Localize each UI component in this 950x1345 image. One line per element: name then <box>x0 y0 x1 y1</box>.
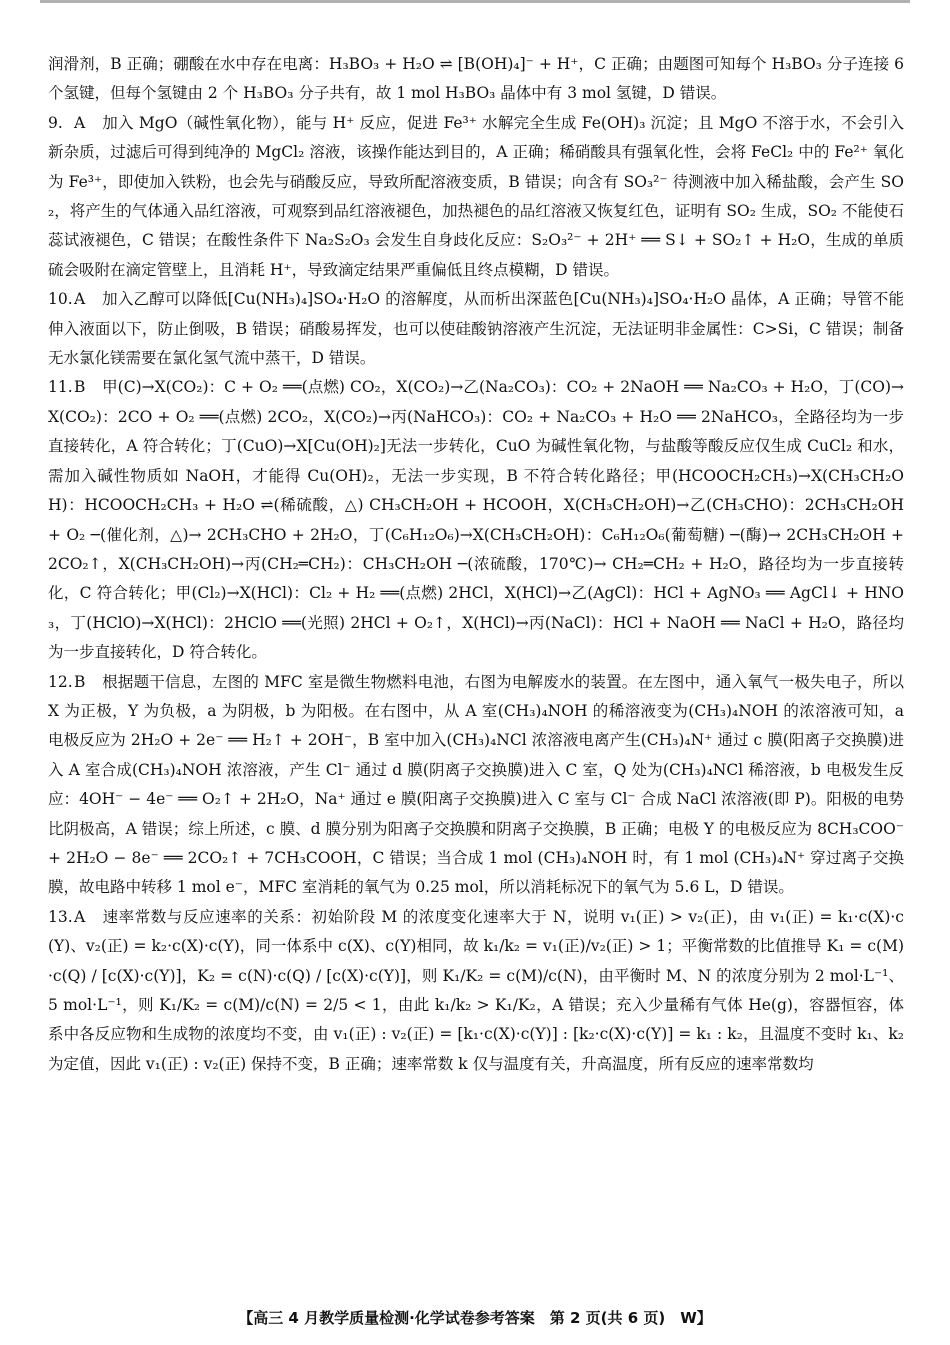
answer-item-9 <box>48 109 904 285</box>
item-answer: A <box>74 113 86 132</box>
page-footer: 【高三 4 月教学质量检测·化学试卷参考答案 第 2 页(共 6 页) W】 <box>238 1309 712 1327</box>
answer-item-11 <box>48 373 904 667</box>
answer-item-10 <box>48 285 904 373</box>
lead-paragraph: 润滑剂，B 正确；硼酸在水中存在电离：H₃BO₃ + H₂O ⇌ [B(OH)₄]⁻ + H⁺，C 正确；由题图可知每个 H₃BO₃ 分子连接 6 个氢键，但每个氢键由 2 个 H₃BO₃ 分子共有，故 1 mol H₃BO₃ 晶体中有 3 mol 氢键，D 错误。 <box>48 55 904 103</box>
answer-item-12 <box>48 668 904 903</box>
item-number: 10. <box>48 290 73 309</box>
item-answer: A <box>74 907 86 926</box>
item-explanation: 加入 MgO（碱性氧化物），能与 H⁺ 反应，促进 Fe³⁺ 水解完全生成 Fe(OH)₃ 沉淀；且 MgO 不溶于水，不会引入新杂质，过滤后可得到纯净的 MgCl₂ 溶液，该操作能达到目的，A 正确；稀硝酸具有强氧化性，会将 FeCl₂ 中的 Fe²⁺ 氧化为 Fe³⁺，即使加入铁粉，也会先与硝酸反应，导致所配溶液变质，B 错误；向含有 SO₃²⁻ 待测液中加入稀盐酸，会产生 SO₂，将产生的气体通入品红溶液，可观察到品红溶液褪色，加热褪色的品红溶液又恢复红色，证明有 SO₂ 生成，SO₂ 不能使石蕊试液褪色，C 错误；在酸性条件下 Na₂S₂O₃ 会发生自身歧化反应：S₂O₃²⁻ + 2H⁺ ══ S↓ + SO₂↑ + H₂O，生成的单质硫会吸附在滴定管壁上，且消耗 H⁺，导致滴定结果严重偏低且终点模糊，D 错误。 <box>48 113 904 279</box>
item-explanation: 根据题干信息，左图的 MFC 室是微生物燃料电池，右图为电解废水的装置。在左图中，通入氧气一极失电子，所以 X 为正极，Y 为负极，a 为阴极，b 为阳极。在右图中，从 A 室(CH₃)₄NOH 的稀溶液变为(CH₃)₄NOH 的浓溶液可知，a 电极反应为 2H₂O + 2e⁻ ══ H₂↑ + 2OH⁻，B 室中加入(CH₃)₄NCl 浓溶液电离产生(CH₃)₄N⁺ 通过 c 膜(阳离子交换膜)进入 A 室合成(CH₃)₄NOH 浓溶液，产生 Cl⁻ 通过 d 膜(阴离子交换膜)进入 C 室，Q 处为(CH₃)₄NCl 稀溶液，b 电极发生反应：4OH⁻ − 4e⁻ ══ O₂↑ + 2H₂O，Na⁺ 通过 e 膜(阳离子交换膜)进入 C 室与 Cl⁻ 合成 NaCl 浓溶液(即 P)。阳极的电势比阴极高，A 错误；综上所述，c 膜、d 膜分别为阳离子交换膜和阴离子交换膜，B 正确；电极 Y 的电极反应为 8CH₃COO⁻ + 2H₂O − 8e⁻ ══ 2CO₂↑ + 7CH₃COOH，C 错误；当合成 1 mol (CH₃)₄NOH 时，有 1 mol (CH₃)₄N⁺ 穿过离子交换膜，故电路中转移 1 mol e⁻，MFC 室消耗的氧气为 0.25 mol，所以消耗标况下的氧气为 5.6 L，D 错误。 <box>48 672 904 897</box>
item-explanation: 速率常数与反应速率的关系：初始阶段 M 的浓度变化速率大于 N，说明 v₁(正) > v₂(正)，由 v₁(正) = k₁·c(X)·c(Y)、v₂(正) = k₂·c(X)·c(Y)，同一体系中 c(X)、c(Y)相同，故 k₁/k₂ = v₁(正)/v₂(正) > 1；平衡常数的比值推导 K₁ = c(M)·c(Q) / [c(X)·c(Y)]，K₂ = c(N)·c(Q) / [c(X)·c(Y)]，则 K₁/K₂ = c(M)/c(N)，由平衡时 M、N 的浓度分别为 2 mol·L⁻¹、5 mol·L⁻¹，则 K₁/K₂ = c(M)/c(N) = 2/5 < 1，由此 k₁/k₂ > K₁/K₂，A 错误；充入少量稀有气体 He(g)，容器恒容，体系中各反应物和生成物的浓度均不变，由 v₁(正) : v₂(正) = [k₁·c(X)·c(Y)] : [k₂·c(X)·c(Y)] = k₁ : k₂，且温度不变时 k₁、k₂ 为定值，因此 v₁(正) : v₂(正) 保持不变，B 正确；速率常数 k 仅与温度有关，升高温度，所有反应的速率常数均 <box>48 907 904 1073</box>
item-number: 11. <box>48 378 73 397</box>
item-number: 9. <box>48 113 63 132</box>
answer-content <box>48 50 904 1079</box>
answer-item-13 <box>48 903 904 1079</box>
item-answer: B <box>74 378 86 397</box>
item-explanation: 加入乙醇可以降低[Cu(NH₃)₄]SO₄·H₂O 的溶解度，从而析出深蓝色[Cu(NH₃)₄]SO₄·H₂O 晶体，A 正确；导管不能伸入液面以下，防止倒吸，B 错误；硝酸易挥发，也可以使硅酸钠溶液产生沉淀，无法证明非金属性：C>Si，C 错误；制备无水氯化镁需要在氯化氢气流中蒸干，D 错误。 <box>48 290 904 368</box>
item-answer: B <box>74 672 86 691</box>
item-number: 12. <box>48 672 73 691</box>
item-explanation: 甲(C)→X(CO₂)：C + O₂ ══(点燃) CO₂，X(CO₂)→乙(Na₂CO₃)：CO₂ + 2NaOH ══ Na₂CO₃ + H₂O，丁(CO)→X(CO₂)：2CO + O₂ ══(点燃) 2CO₂，X(CO₂)→丙(NaHCO₃)：CO₂ + Na₂CO₃ + H₂O ══ 2NaHCO₃，全路径均为一步直接转化，A 符合转化；丁(CuO)→X[Cu(OH)₂]无法一步转化，CuO 为碱性氧化物，与盐酸等酸反应仅生成 CuCl₂ 和水，需加入碱性物质如 NaOH，才能得 Cu(OH)₂，无法一步实现，B 不符合转化路径；甲(HCOOCH₂CH₃)→X(CH₃CH₂OH)：HCOOCH₂CH₃ + H₂O ⇌(稀硫酸，△) CH₃CH₂OH + HCOOH，X(CH₃CH₂OH)→乙(CH₃CHO)：2CH₃CH₂OH + O₂ ─(催化剂，△)→ 2CH₃CHO + 2H₂O，丁(C₆H₁₂O₆)→X(CH₃CH₂OH)：C₆H₁₂O₆(葡萄糖) ─(酶)→ 2CH₃CH₂OH + 2CO₂↑，X(CH₃CH₂OH)→丙(CH₂═CH₂)：CH₃CH₂OH ─(浓硫酸，170℃)→ CH₂═CH₂ + H₂O，路径均为一步直接转化，C 符合转化；甲(Cl₂)→X(HCl)：Cl₂ + H₂ ══(点燃) 2HCl，X(HCl)→乙(AgCl)：HCl + AgNO₃ ══ AgCl↓ + HNO₃，丁(HClO)→X(HCl)：2HClO ══(光照) 2HCl + O₂↑，X(HCl)→丙(NaCl)：HCl + NaOH ══ NaCl + H₂O，路径均为一步直接转化，D 符合转化。 <box>48 378 904 662</box>
top-scan-edge <box>40 0 910 3</box>
item-answer: A <box>74 290 86 309</box>
item-number: 13. <box>48 907 73 926</box>
